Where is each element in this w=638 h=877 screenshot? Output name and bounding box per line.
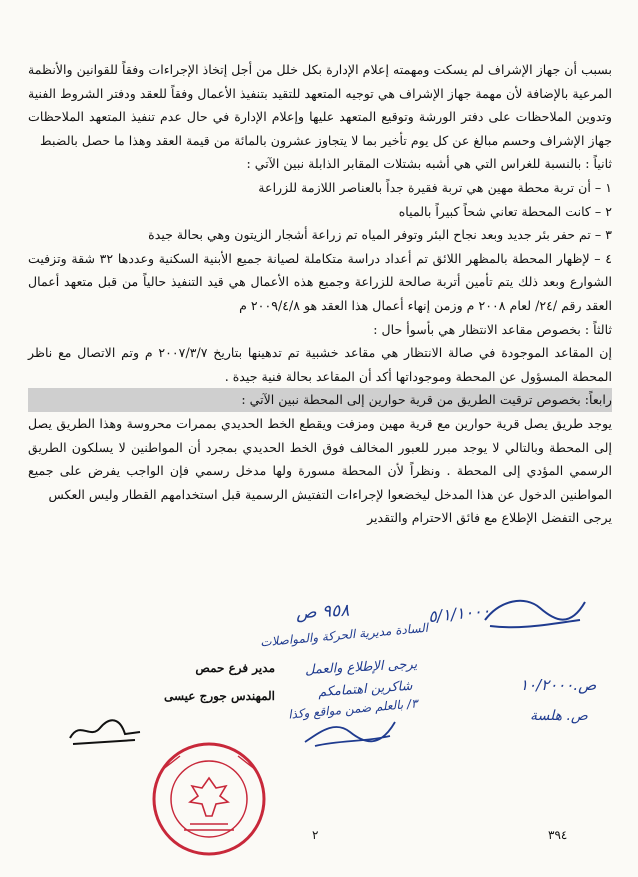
handwritten-line-1: السادة مديرية الحركة والمواصلات bbox=[259, 620, 429, 650]
list-item: ٢ – كانت المحطة تعاني شحاً كبيراً بالمياه bbox=[398, 203, 612, 219]
handwritten-right-1: ص.١٠/٢٠٠٠ bbox=[520, 676, 597, 694]
signature-scribble-top-right bbox=[480, 590, 590, 635]
heading-third: ثالثاً : بخصوص مقاعد الانتظار هي بأسوأ حال : bbox=[373, 321, 612, 337]
official-stamp bbox=[150, 740, 268, 858]
list-item: ٤ – لإظهار المحطة بالمظهر اللائق تم أعداد دراسة متكاملة لصيانة جميع الأبنية السكنية وعددها ٣٢ شقة وتزفيت الشوارع وبعد ذلك يتم تأمين أتربة صالحة للزراعة وجميع هذه الأعمال هي قيد التنفيذ حالياً من قبل متعهد أعمال العقد رقم /٢٤/ لعام ٢٠٠٨ م وزمن إنهاء أعمال هذا العقد هو ٢٠٠٩/٤/٨ م bbox=[28, 250, 612, 313]
signatory-title: مدير فرع حمص bbox=[195, 661, 275, 675]
heading-second: ثانياً : بالنسبة للغراس التي هي أشبه بشتلات المقابر الذابلة نبين الآتي : bbox=[246, 156, 612, 172]
list-item: ١ – أن تربة محطة مهين هي تربة فقيرة جداً بالعناصر اللازمة للزراعة bbox=[258, 179, 612, 195]
serial-number: ٣٩٤ bbox=[548, 828, 568, 842]
handwritten-number: ٩٥٨ ص bbox=[295, 600, 350, 624]
heading-fourth: رابعاً: بخصوص ترقيت الطريق من قرية حوارين إلى المحطة نبين الآتي : bbox=[28, 388, 612, 412]
signature-block bbox=[145, 654, 275, 710]
page-number: ٢ bbox=[312, 828, 319, 842]
signature-scribble-director bbox=[65, 710, 145, 750]
handwritten-date: ٥/١/١٠٠٠ bbox=[427, 600, 492, 627]
handwritten-right-2: ص. هلسة bbox=[530, 708, 588, 724]
paragraph-road: يوجد طريق يصل قرية حوارين مع قرية مهين ومزفت ويقطع الخط الحديدي بممرات محروسة وهذا الطريق يصل إلى المحطة وبالتالي لا يوجد مبرر للعبور المخالف فوق الخط الحديدي بمجرد أن المواطنين لا يسلكون الطريق الرسمي المؤدي إلى المحطة . ونظراً لأن المحطة مسورة ولها مدخل رسمي فإن الواجب يفرض على جميع المواطنين الدخول عن هذا المدخل ليخضعوا لإجراءات التفتيش الرسمية قبل استخدامهم القطار وليس العكس bbox=[28, 415, 612, 502]
signature-scribble-middle bbox=[300, 712, 400, 752]
signatory-name: المهندس جورج عيسى bbox=[163, 689, 275, 703]
closing-line: يرجى التفضل الإطلاع مع فائق الاحترام والتقدير bbox=[367, 510, 612, 526]
handwritten-line-3: شاكرين اهتمامكم bbox=[317, 678, 413, 701]
handwritten-line-2: يرجى الإطلاع والعمل bbox=[304, 657, 418, 678]
paragraph-supervision: بسبب أن جهاز الإشراف لم يسكت ومهمته إعلام الإدارة بكل خلل من أجل إتخاذ الإجراءات وفقاً للقوانين والأنظمة المرعية بالإضافة لأن مهمة جهاز الإشراف هي توجيه المتعهد للتقيد بتنفيذ الأعمال وفقاً للعقد ودفتر الشروط الفنية وتدوين الملاحظات على دفتر الورشة وتوقيع المتعهد عليها وإعلام الإدارة في حال عدم تنفيذ المتعهد الملاحظات جهاز الإشراف وحسم مبالغ عن كل يوم تأخير بما لا يتجاوز عشرون بالمائة من قيمة العقد وهذا ما حصل بالضبط bbox=[28, 62, 612, 148]
list-item: ٣ – تم حفر بئر جديد وبعد نجاح البئر وتوفر المياه تم زراعة أشجار الزيتون وهي بحالة جيدة bbox=[148, 227, 612, 243]
handwritten-line-4: ٣/ بالعلم ضمن مواقع وكذا bbox=[287, 696, 419, 722]
paragraph-benches: إن المقاعد الموجودة في صالة الانتظار هي مقاعد خشبية تم تدهينها بتاريخ ٢٠٠٧/٣/٧ م وتم الاتصال مع ناظر المحطة المسؤول عن المحطة وموجوداتها أكد أن المقاعد بحالة فنية جيدة . bbox=[28, 345, 613, 384]
letter-body bbox=[28, 58, 612, 530]
